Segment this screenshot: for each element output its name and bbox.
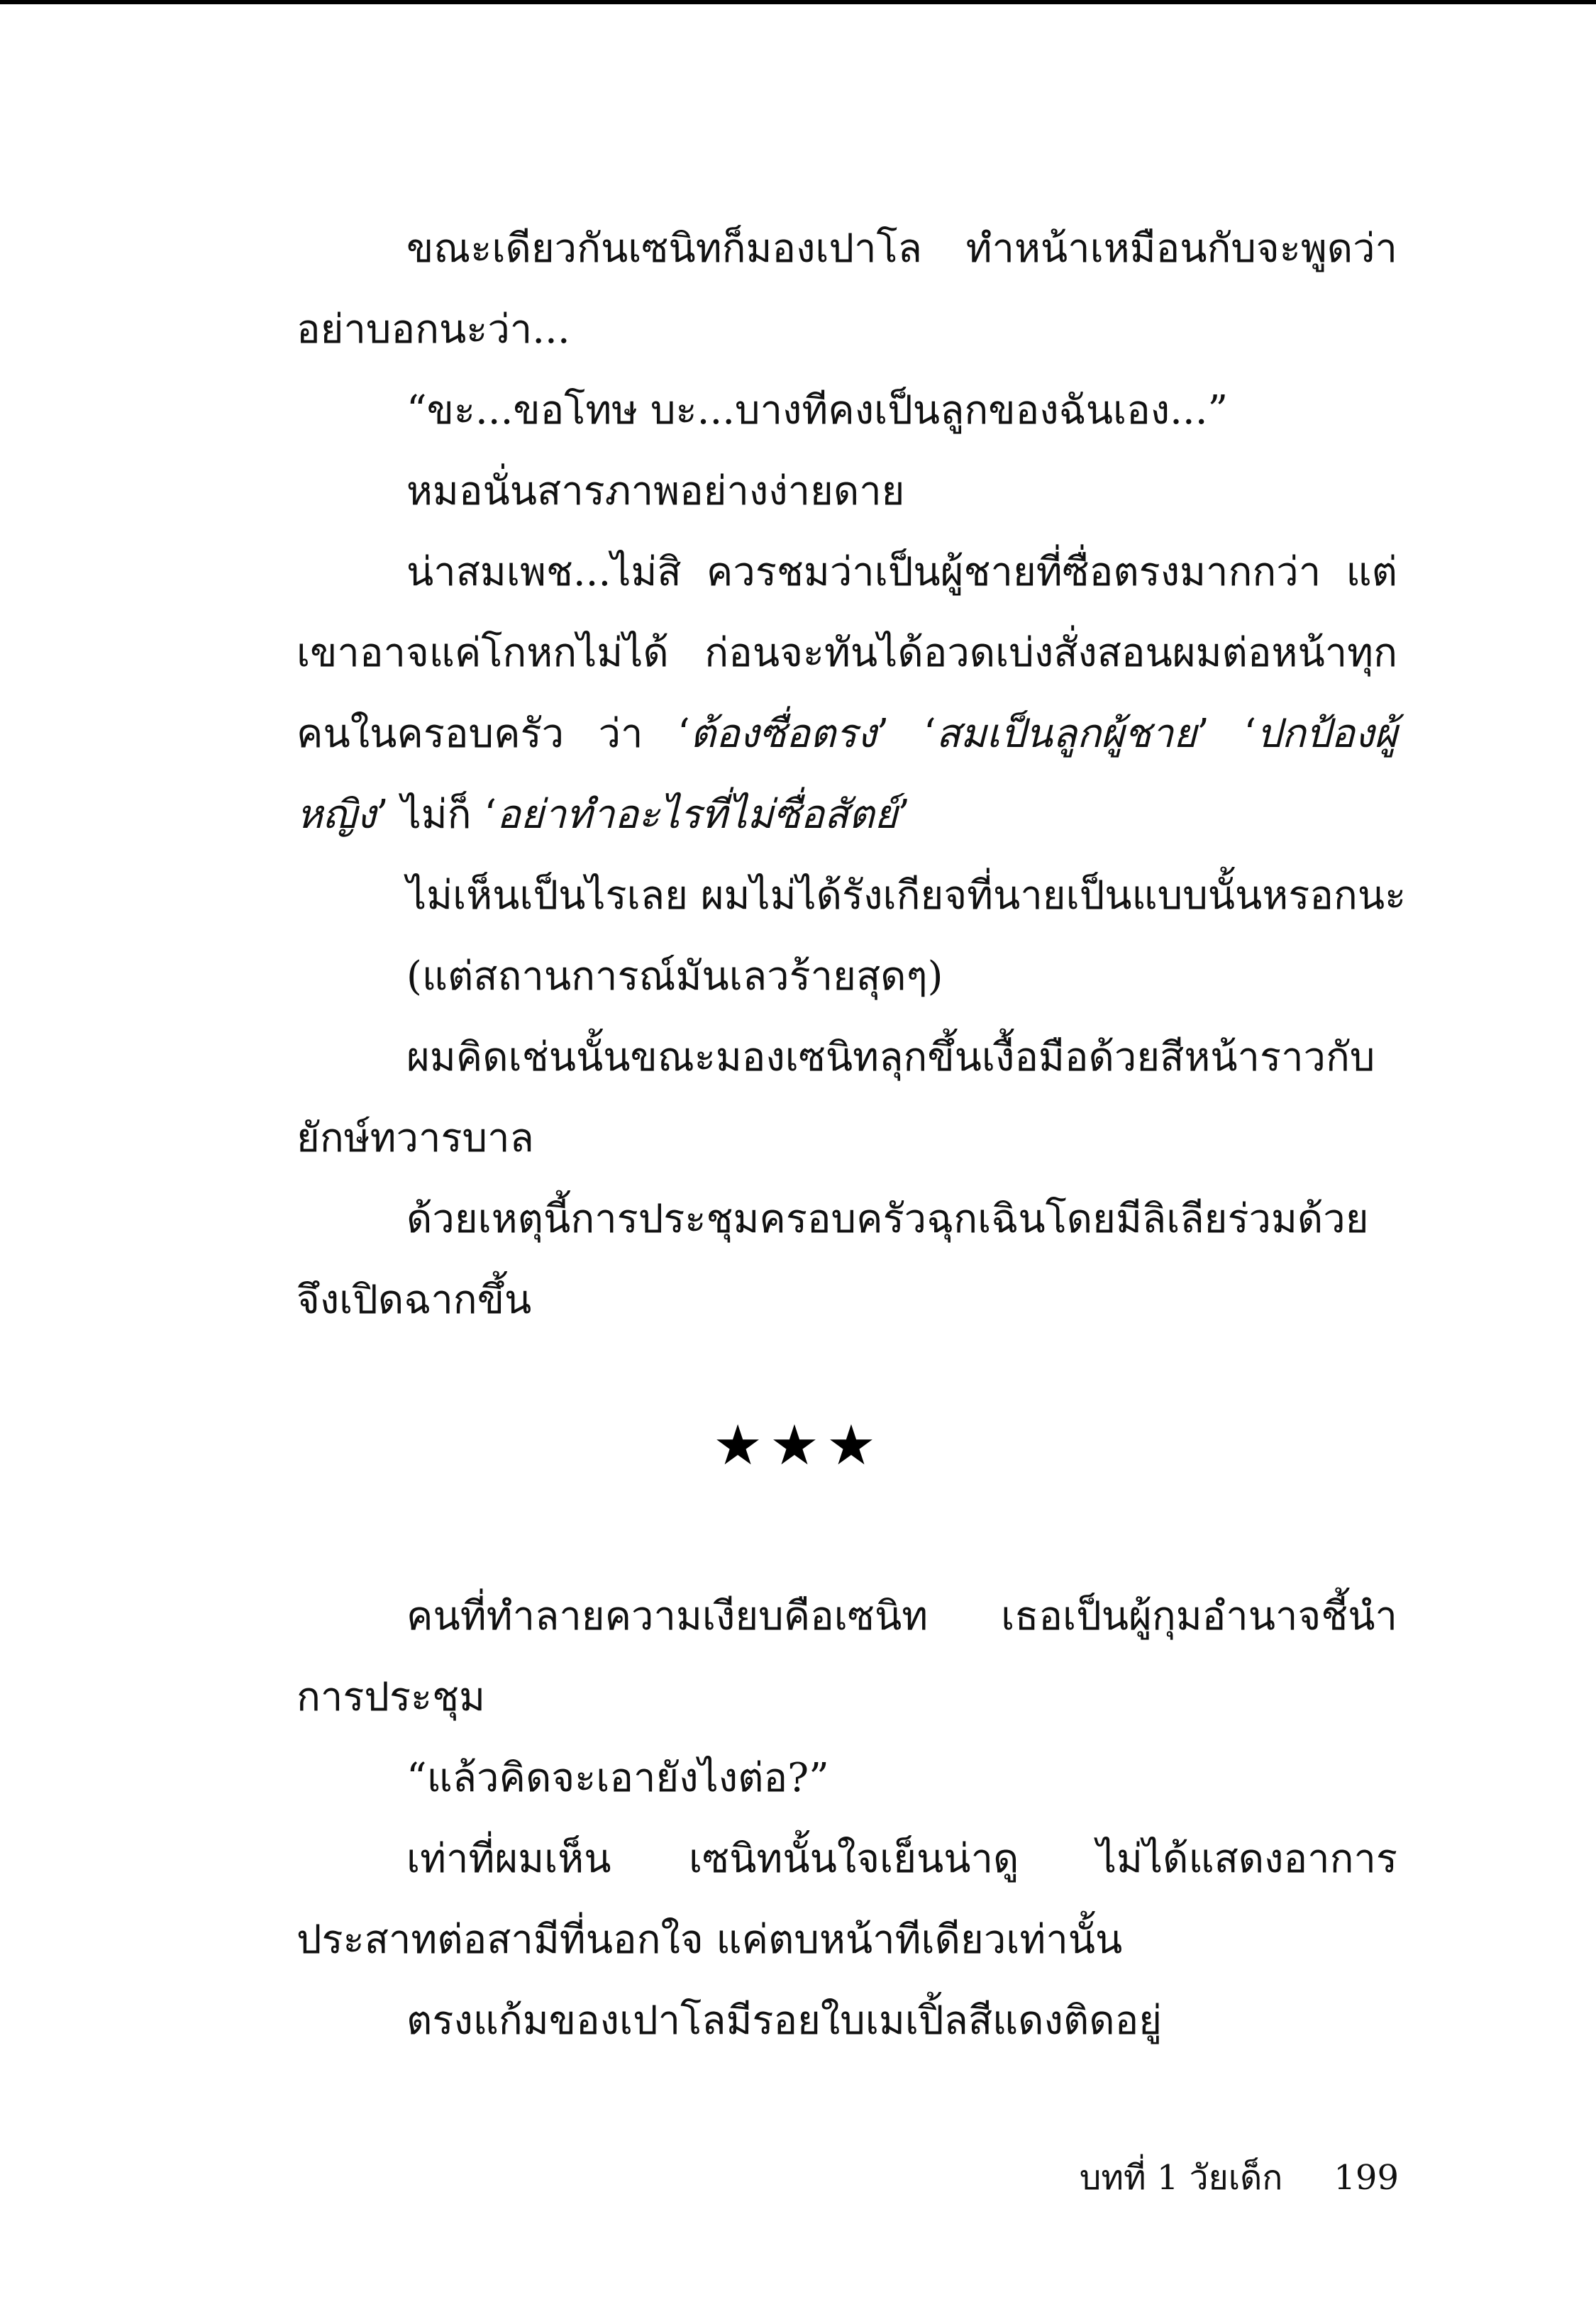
section-break-stars: ★★★ (713, 1414, 883, 1478)
paragraph-with-emphasis (297, 532, 1397, 856)
paragraph: ด้วยเหตุนี้การประชุมครอบครัวฉุกเฉินโดยมีลิเลียร่วมด้วยจึงเปิดฉากขึ้น (297, 1196, 1369, 1323)
dialogue-paragraph: “ขะ...ขอโทษ บะ...บางทีคงเป็นลูกของฉันเอง...” (406, 387, 1229, 433)
paragraph: ขณะเดียวกันเซนิทก็มองเปาโล ทำหน้าเหมือนกับจะพูดว่าอย่าบอกนะว่า... (297, 226, 1397, 353)
italic-phrase: ปกป้องผู้หญิง (297, 711, 1397, 838)
chapter-title: บทที่ 1 วัยเด็ก (1079, 2158, 1283, 2198)
italic-phrase: สมเป็นลูกผู้ชาย (936, 711, 1197, 757)
quote-separator: ’ ‘ (1197, 711, 1257, 757)
paragraph: (แต่สถานการณ์มันเลวร้ายสุดๆ) (406, 953, 943, 1000)
italic-phrase: ต้องซื่อตรง (689, 711, 877, 757)
paragraph: ไม่เห็นเป็นไรเลย ผมไม่ได้รังเกียจที่นายเป็นแบบนั้นหรอกนะ (406, 873, 1407, 919)
page-number: 199 (1334, 2158, 1399, 2198)
paragraph: ผมคิดเช่นนั้นขณะมองเซนิทลุกขึ้นเงื้อมือด้วยสีหน้าราวกับยักษ์ทวารบาล (297, 1034, 1375, 1161)
top-border-line (0, 0, 1596, 4)
paragraph: คนที่ทำลายความเงียบคือเซนิท เธอเป็นผู้กุมอำนาจชี้นำการประชุม (297, 1593, 1397, 1720)
paragraph-text: น่าสมเพช...ไม่สิ ควรชมว่าเป็นผู้ชายที่ซื่อตรงมากกว่า แต่เขาอาจแค่โกหกไม่ได้ ก่อนจะทันได้อวดเบ่งสั่งสอนผมต่อหน้าทุกคนในครอบครัว ว่า ‘ (297, 549, 1397, 757)
quote-separator: ’ (897, 792, 911, 838)
page-footer (1080, 2149, 1399, 2206)
italic-phrase: อย่าทำอะไรที่ไม่ซื่อสัตย์ (497, 792, 898, 838)
dialogue-paragraph: “แล้วคิดจะเอายังไงต่อ?” (406, 1755, 829, 1801)
quote-separator: ’ ‘ (876, 711, 936, 757)
body-text-section-2 (297, 1576, 1397, 2061)
paragraph: หมอนั่นสารภาพอย่างง่ายดาย (406, 468, 905, 514)
paragraph: ตรงแก้มของเปาโลมีรอยใบเมเปิ้ลสีแดงติดอยู่ (406, 1998, 1163, 2044)
body-text-section-1 (297, 209, 1407, 1341)
quote-separator: ’ ไม่ก็ ‘ (375, 792, 497, 838)
paragraph: เท่าที่ผมเห็น เซนิทนั้นใจเย็นน่าดู ไม่ได้แสดงอาการประสาทต่อสามีที่นอกใจ แค่ตบหน้าทีเดียวเท่านั้น (297, 1836, 1397, 1963)
